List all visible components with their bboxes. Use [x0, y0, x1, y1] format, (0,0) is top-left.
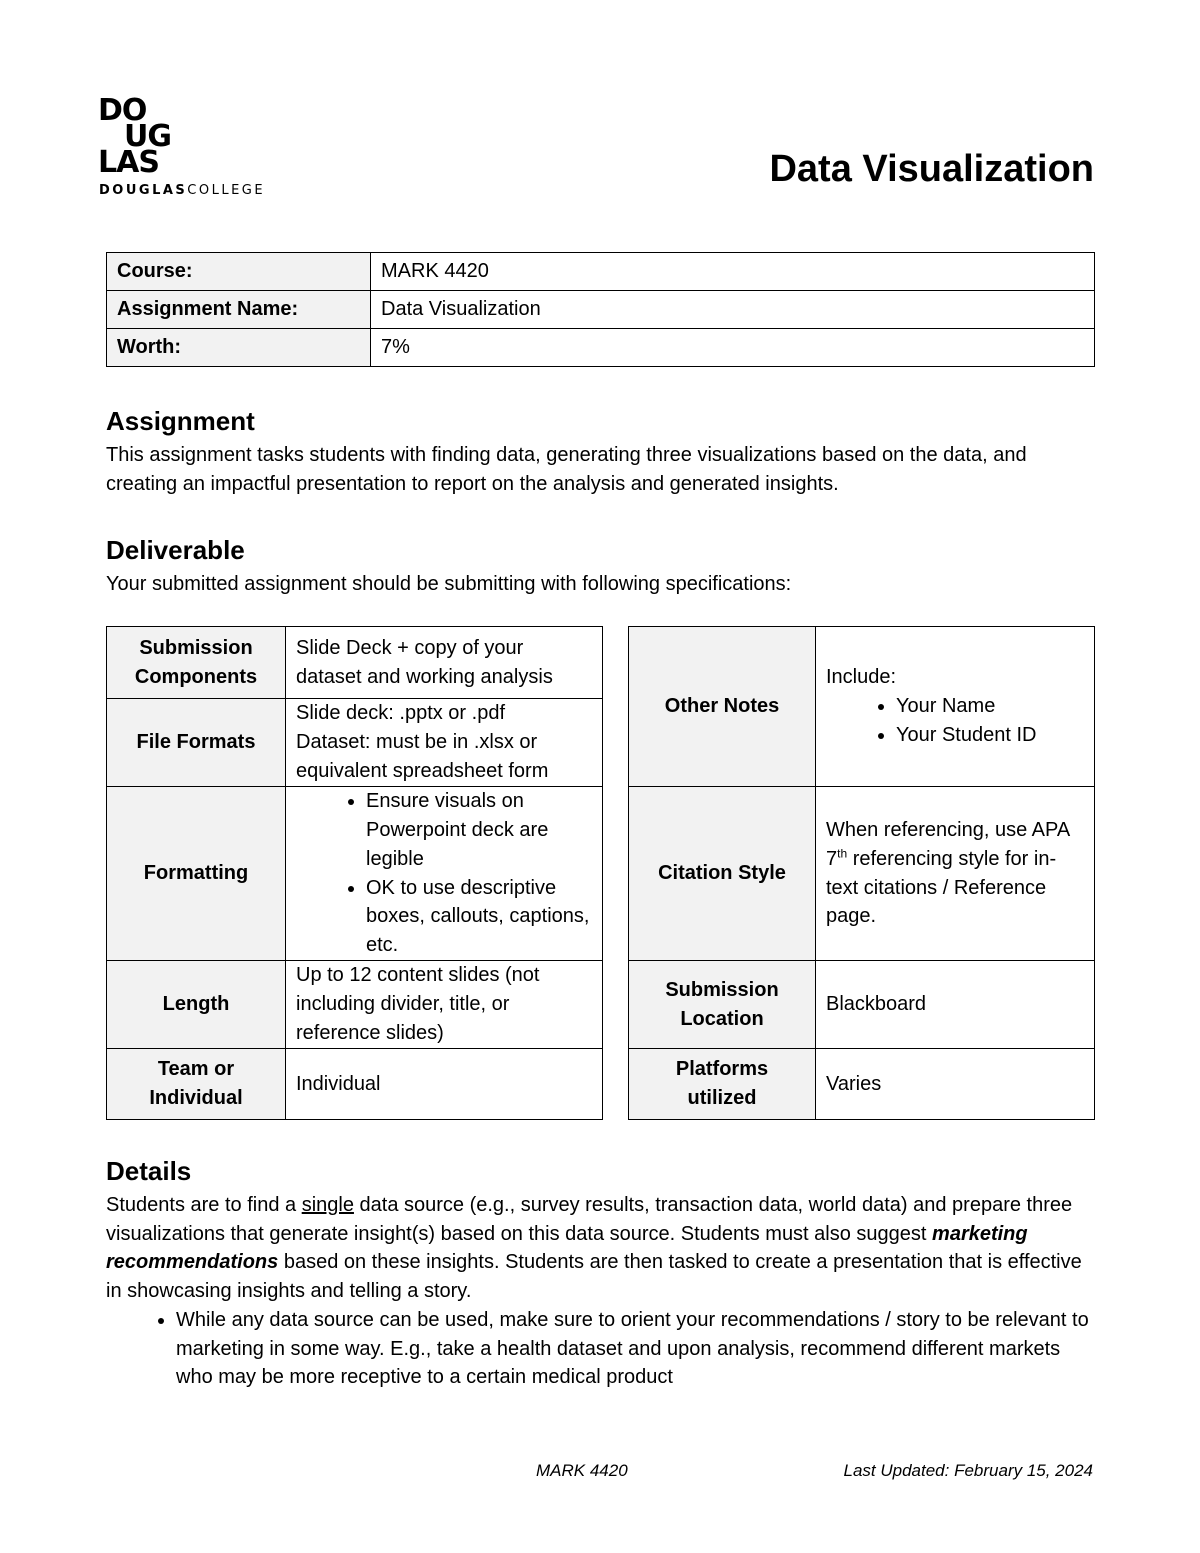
course-value: MARK 4420	[371, 253, 1095, 291]
table-row	[629, 787, 1095, 961]
course-info-table	[106, 252, 1095, 367]
team-value: Individual	[286, 1049, 603, 1120]
assignment-name-label: Assignment Name:	[107, 291, 371, 329]
list-item: • Your Name	[896, 692, 1084, 721]
submission-components-label: Submission Components	[107, 627, 286, 699]
table-row	[107, 253, 1095, 291]
worth-value: 7%	[371, 329, 1095, 367]
spec-table-left	[106, 626, 603, 1120]
length-label: Length	[107, 961, 286, 1049]
footer-last-updated: Last Updated: February 15, 2024	[843, 1461, 1093, 1480]
table-row	[107, 329, 1095, 367]
file-formats-label: File Formats	[107, 699, 286, 787]
file-formats-line-1: Slide deck: .pptx or .pdf	[296, 702, 506, 725]
formatting-value	[286, 787, 603, 961]
assignment-text: This assignment tasks students with finding data, generating three visualizations based on the data, and creating an impactful presentation to report on the analysis and generated insights.	[106, 444, 1027, 495]
details-heading: Details	[106, 1156, 192, 1186]
logo-line-2: UG	[124, 119, 171, 154]
details-text-1: Students are to find a	[106, 1194, 302, 1216]
douglas-college-logo-mark	[98, 93, 188, 180]
spec-table-right	[628, 626, 1095, 1120]
details-text-3: based on these insights. Students are then tasked to create a presentation that is effective in showcasing insights and telling a story.	[106, 1251, 1082, 1303]
assignment-name-value: Data Visualization	[371, 291, 1095, 329]
details-bullet-list	[106, 1306, 1098, 1392]
table-row	[107, 291, 1095, 329]
file-formats-value	[286, 699, 603, 787]
table-row	[107, 699, 603, 787]
table-row	[107, 1049, 603, 1120]
submission-location-label: Submission Location	[629, 961, 816, 1049]
logo-line-3: LAS	[98, 145, 159, 180]
table-row	[107, 627, 603, 699]
logo-line-1: DO	[98, 93, 147, 128]
file-formats-line-2: Dataset: must be in .xlsx or equivalent spreadsheet form	[296, 731, 549, 782]
table-row	[629, 961, 1095, 1049]
wordmark-light: COLLEGE	[187, 183, 266, 198]
details-paragraph	[106, 1191, 1098, 1306]
citation-style-value	[816, 787, 1095, 961]
submission-components-value: Slide Deck + copy of your dataset and working analysis	[286, 627, 603, 699]
details-emphasis: marketing recommendations	[106, 1222, 1028, 1274]
citation-superscript: th	[837, 846, 848, 861]
assignment-heading: Assignment	[106, 406, 255, 436]
footer-course: MARK 4420	[536, 1461, 628, 1480]
list-item: • Your Student ID	[896, 721, 1084, 750]
other-notes-value	[816, 627, 1095, 787]
course-label: Course:	[107, 253, 371, 291]
table-row	[629, 1049, 1095, 1120]
details-text-2: data source (e.g., survey results, transaction data, world data) and prepare three visualizations that generate insight(s) based on this data source. Students must also suggest	[106, 1194, 1073, 1245]
citation-text-pre: When referencing, use APA 7	[826, 819, 1070, 870]
citation-style-label: Citation Style	[629, 787, 816, 961]
deliverable-heading: Deliverable	[106, 535, 245, 565]
list-item: • OK to use descriptive boxes, callouts, captions, etc.	[366, 874, 592, 960]
douglas-college-wordmark	[99, 183, 265, 198]
submission-location-value: Blackboard	[816, 961, 1095, 1049]
worth-label: Worth:	[107, 329, 371, 367]
citation-text-post: referencing style for in-text citations / Reference page.	[826, 847, 1057, 928]
platforms-value: Varies	[816, 1049, 1095, 1120]
table-row	[107, 787, 603, 961]
other-notes-label: Other Notes	[629, 627, 816, 787]
details-underlined-word: single	[301, 1194, 354, 1216]
length-value: Up to 12 content slides (not including divider, title, or reference slides)	[286, 961, 603, 1049]
list-item: • Ensure visuals on Powerpoint deck are legible	[366, 787, 592, 873]
platforms-label: Platforms utilized	[629, 1049, 816, 1120]
other-notes-intro: Include:	[826, 666, 897, 689]
formatting-label: Formatting	[107, 787, 286, 961]
document-title: Data Visualization	[769, 148, 1094, 190]
wordmark-bold: DOUGLAS	[99, 183, 188, 198]
list-item: • While any data source can be used, make sure to orient your recommendations / story to be relevant to marketing in some way. E.g., take a health dataset and upon analysis, recommend different markets who may be more receptive to a certain medical product	[176, 1306, 1098, 1392]
table-row	[107, 961, 603, 1049]
team-label: Team or Individual	[107, 1049, 286, 1120]
deliverable-text: Your submitted assignment should be submitting with following specifications:	[106, 573, 792, 595]
table-row	[629, 627, 1095, 787]
